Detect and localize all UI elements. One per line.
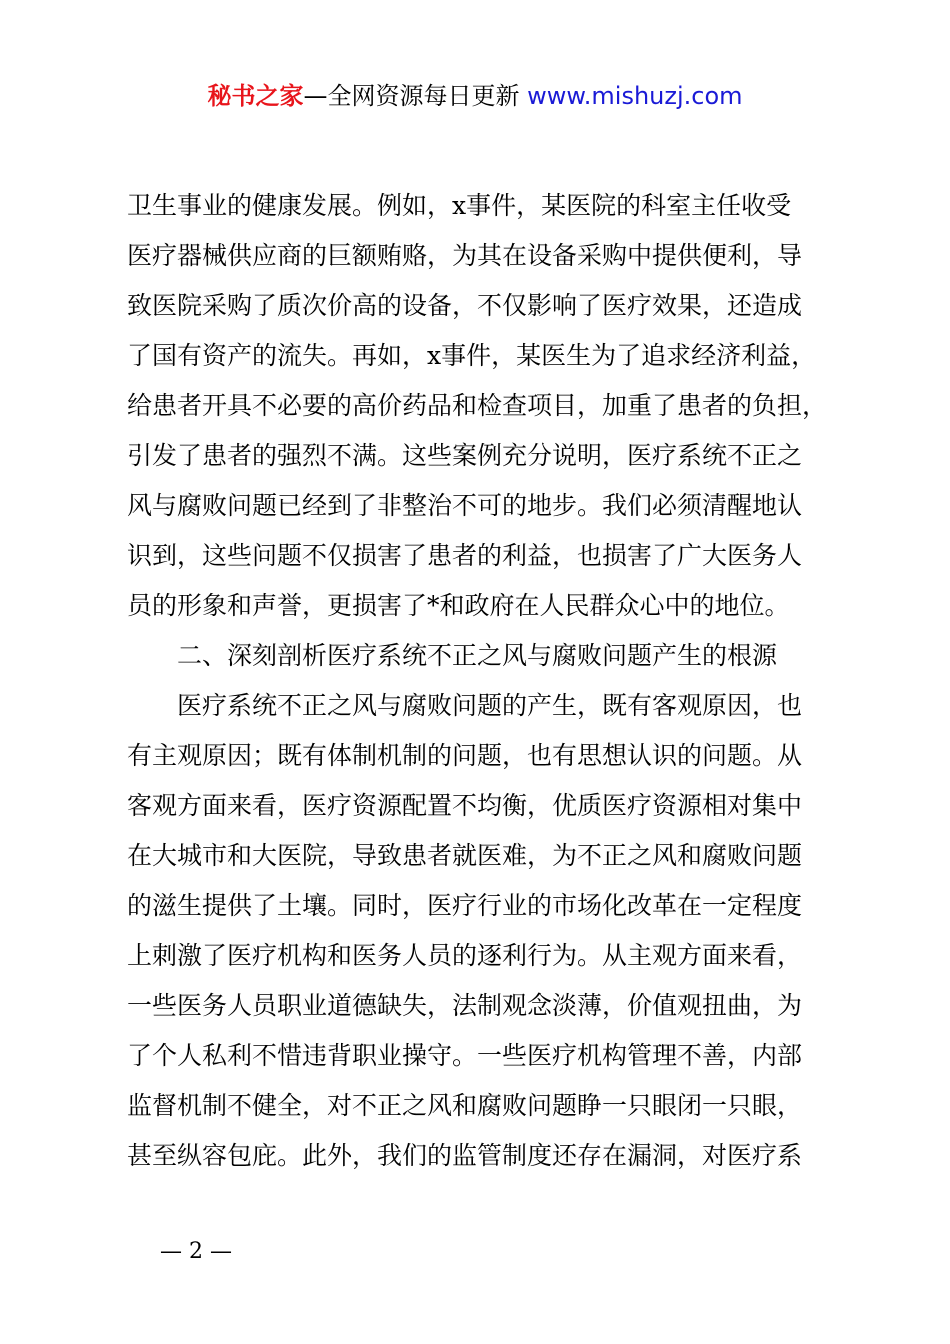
text-line: 给患者开具不必要的高价药品和检查项目，加重了患者的负担，: [127, 391, 827, 420]
text-line: 有主观原因；既有体制机制的问题，也有思想认识的问题。从: [127, 741, 803, 770]
text-line: 医疗器械供应商的巨额贿赂，为其在设备采购中提供便利，导: [127, 241, 803, 270]
text-line: 识到，这些问题不仅损害了患者的利益，也损害了广大医务人: [127, 541, 803, 570]
text-line: 上刺激了医疗机构和医务人员的逐利行为。从主观方面来看，: [127, 941, 803, 970]
site-banner: [0, 78, 950, 114]
page-number: — 2 —: [160, 1239, 232, 1264]
text-line: 一些医务人员职业道德缺失，法制观念淡薄，价值观扭曲，为: [127, 991, 803, 1020]
section-heading: 二、深刻剖析医疗系统不正之风与腐败问题产生的根源: [177, 641, 778, 670]
text-line: 甚至纵容包庇。此外，我们的监管制度还存在漏洞，对医疗系: [127, 1141, 803, 1170]
site-url-link[interactable]: www.mishuzj.com: [527, 82, 743, 110]
text-line: 卫生事业的健康发展。例如，x事件，某医院的科室主任收受: [127, 191, 792, 220]
text-line: 引发了患者的强烈不满。这些案例充分说明，医疗系统不正之: [127, 441, 803, 470]
text-line: 了国有资产的流失。再如，x事件，某医生为了追求经济利益，: [127, 341, 817, 370]
text-line: 员的形象和声誉，更损害了*和政府在人民群众心中的地位。: [127, 591, 790, 620]
text-line: 在大城市和大医院，导致患者就医难，为不正之风和腐败问题: [127, 841, 803, 870]
site-tagline: —全网资源每日更新: [303, 82, 520, 110]
text-line: 监督机制不健全，对不正之风和腐败问题睁一只眼闭一只眼，: [127, 1091, 803, 1120]
text-line: 客观方面来看，医疗资源配置不均衡，优质医疗资源相对集中: [127, 791, 803, 820]
text-line: 了个人私利不惜违背职业操守。一些医疗机构管理不善，内部: [127, 1041, 803, 1070]
text-line: 医疗系统不正之风与腐败问题的产生，既有客观原因，也: [177, 691, 803, 720]
text-line: 风与腐败问题已经到了非整治不可的地步。我们必须清醒地认: [127, 491, 803, 520]
site-brand: 秘书之家: [207, 82, 304, 110]
text-line: 的滋生提供了土壤。同时，医疗行业的市场化改革在一定程度: [127, 891, 803, 920]
text-line: 致医院采购了质次价高的设备，不仅影响了医疗效果，还造成: [127, 291, 803, 320]
document-body: [127, 181, 827, 1181]
